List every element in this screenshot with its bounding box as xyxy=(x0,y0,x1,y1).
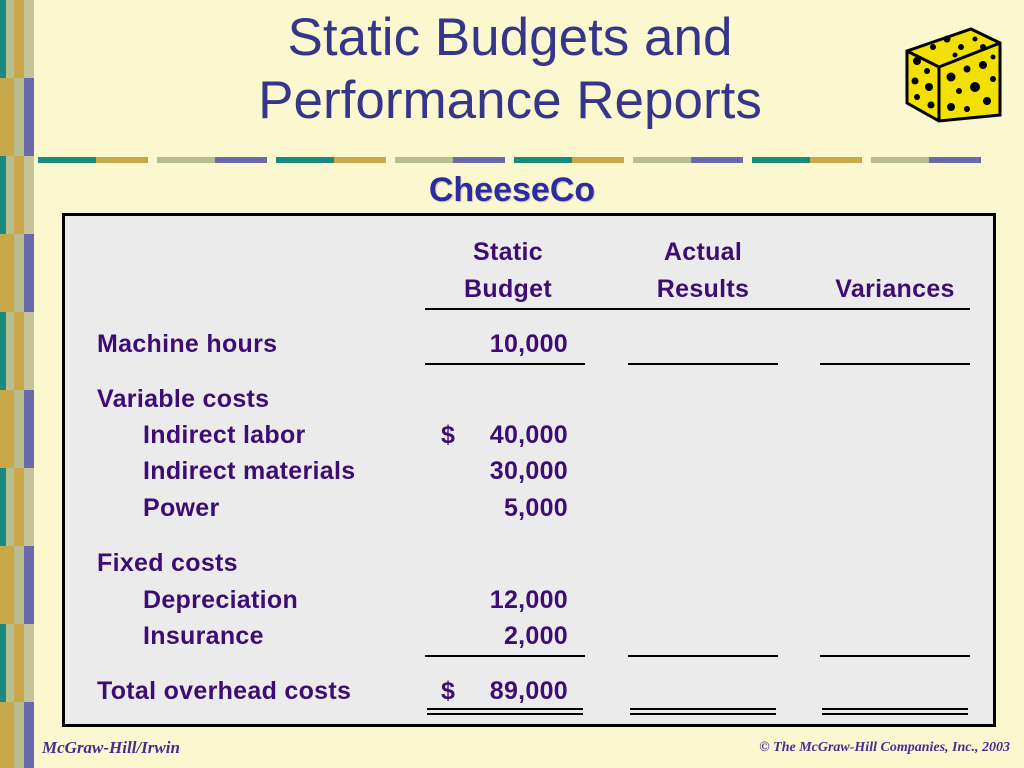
cheese-icon xyxy=(903,25,1003,123)
header-static-line-1: Static xyxy=(473,238,543,266)
power-label: Power xyxy=(143,494,220,522)
header-actual xyxy=(628,237,778,304)
power-value: 5,000 xyxy=(503,494,568,522)
machine-hours-underline-variance xyxy=(820,363,970,365)
slide-title xyxy=(150,6,870,132)
company-name: CheeseCo xyxy=(428,171,596,209)
left-decorative-stripe xyxy=(0,0,38,768)
total-double-underline-static-1 xyxy=(427,708,583,710)
variable-costs-heading: Variable costs xyxy=(97,385,270,413)
indirect-labor-label: Indirect labor xyxy=(143,421,306,449)
footer-copyright: © The McGraw-Hill Companies, Inc., 2003 xyxy=(759,740,1010,755)
title-divider xyxy=(38,156,988,164)
header-static-line-2: Budget xyxy=(464,275,552,303)
total-double-underline-actual-1 xyxy=(630,708,776,710)
total-overhead-label: Total overhead costs xyxy=(97,677,352,705)
total-overhead-value: 89,000 xyxy=(489,677,568,705)
subtotal-underline-actual xyxy=(628,655,778,657)
subtotal-underline-variance xyxy=(820,655,970,657)
fixed-costs-heading: Fixed costs xyxy=(97,549,238,577)
total-double-underline-variance-2 xyxy=(822,713,968,715)
total-double-underline-static-2 xyxy=(427,713,583,715)
total-double-underline-actual-2 xyxy=(630,713,776,715)
indirect-labor-dollar: $ xyxy=(441,421,456,449)
machine-hours-underline-actual xyxy=(628,363,778,365)
depreciation-label: Depreciation xyxy=(143,586,299,614)
machine-hours-value: 10,000 xyxy=(489,330,568,358)
insurance-label: Insurance xyxy=(143,622,264,650)
header-actual-line-2: Results xyxy=(656,275,750,303)
subtotal-underline-static xyxy=(425,655,585,657)
budget-table xyxy=(62,213,996,727)
total-double-underline-variance-1 xyxy=(822,708,968,710)
indirect-materials-value: 30,000 xyxy=(489,457,568,485)
indirect-labor-value: 40,000 xyxy=(489,421,568,449)
machine-hours-label: Machine hours xyxy=(97,330,278,358)
total-overhead-dollar: $ xyxy=(441,677,456,705)
indirect-materials-label: Indirect materials xyxy=(143,457,356,485)
insurance-value: 2,000 xyxy=(503,622,568,650)
title-line-2: Performance Reports xyxy=(258,71,762,130)
header-variances: Variances xyxy=(835,275,955,303)
header-actual-line-1: Actual xyxy=(663,238,743,266)
machine-hours-underline-static xyxy=(425,363,585,365)
header-static xyxy=(428,237,588,304)
footer-publisher: McGraw-Hill/Irwin xyxy=(42,738,180,757)
depreciation-value: 12,000 xyxy=(489,586,568,614)
title-line-1: Static Budgets and xyxy=(287,8,733,67)
header-underline xyxy=(425,308,970,310)
